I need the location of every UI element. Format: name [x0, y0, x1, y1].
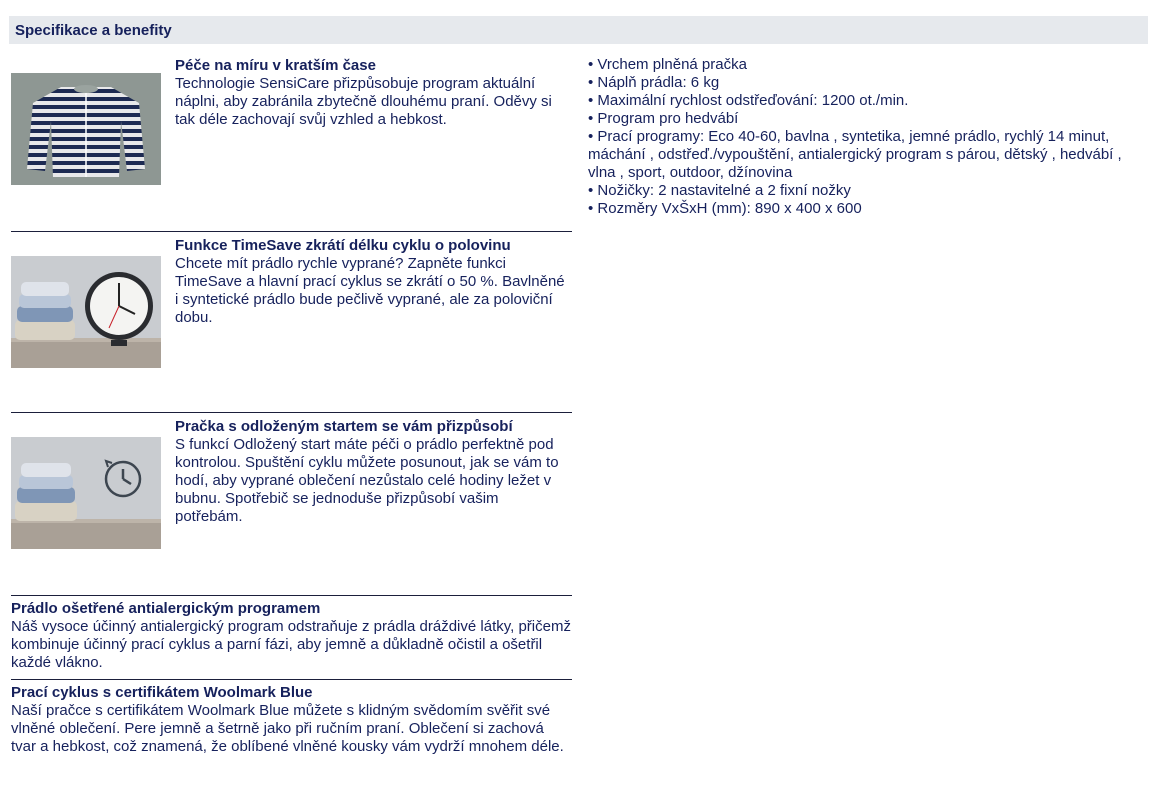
divider	[11, 595, 572, 596]
delayed-start-image	[11, 437, 161, 549]
feature-title: Prací cyklus s certifikátem Woolmark Blue	[11, 684, 313, 701]
spec-item: • Vrchem plněná pračka	[588, 56, 747, 73]
feature-body: Náš vysoce účinný antialergický program odstraňuje z prádla dráždivé látky, přičemž kombinuje účinný prací cyklus a parní fázi, aby jemně a důkladně očistil a ošetřil každé vlákno.	[11, 618, 571, 671]
laundry-clock-image	[11, 256, 161, 368]
spec-item: • Maximální rychlost odstřeďování: 1200 ot./min.	[588, 92, 909, 109]
section-title: Specifikace a benefity	[15, 22, 172, 39]
section-header	[9, 16, 1148, 44]
spec-item: • Prací programy: Eco 40-60, bavlna , syntetika, jemné prádlo, rychlý 14 minut, máchání , odstřeď./vypouštění, antialergický program s párou, dětský , hedvábí , vlna , sport, outdoor, džínovina	[588, 128, 1122, 181]
spec-item: • Nožičky: 2 nastavitelné a 2 fixní nožky	[588, 182, 851, 199]
feature-body: Technologie SensiCare přizpůsobuje program aktuální náplni, aby zabránila zbytečně dlouhému praní. Oděvy si tak déle zachovají svůj vzhled a hebkost.	[175, 75, 552, 128]
feature-delayed-start	[11, 412, 572, 582]
feature-title: Funkce TimeSave zkrátí délku cyklu o polovinu	[175, 237, 511, 254]
feature-title: Péče na míru v kratším čase	[175, 57, 376, 74]
divider	[11, 412, 572, 413]
feature-title: Pračka s odloženým startem se vám přizpůsobí	[175, 418, 513, 435]
feature-title: Prádlo ošetřené antialergickým programem	[11, 600, 321, 617]
feature-timesave	[11, 231, 572, 391]
divider	[11, 679, 572, 680]
feature-antiallergy	[11, 595, 572, 672]
divider	[11, 231, 572, 232]
feature-body: Chcete mít prádlo rychle vyprané? Zapněte funkci TimeSave a hlavní prací cyklus se zkrátí o 50 %. Bavlněné i syntetické prádlo bude pečlivě vyprané, ale za poloviční dobu.	[175, 255, 565, 326]
spec-item: • Rozměry VxŠxH (mm): 890 x 400 x 600	[588, 200, 862, 217]
spec-item: • Náplň prádla: 6 kg	[588, 74, 720, 91]
feature-woolmark	[11, 679, 572, 756]
feature-body: S funkcí Odložený start máte péči o prádlo perfektně pod kontrolou. Spuštění cyklu můžete posunout, jak se vám to hodí, aby vyprané oblečení nezůstalo celé hodiny ležet v bubnu. Spotřebič se jednoduše přizpůsobí vašim potřebám.	[175, 436, 559, 525]
specs-list	[588, 56, 1148, 218]
striped-sweater-image	[11, 73, 161, 185]
feature-sensicare	[11, 56, 572, 206]
spec-item: • Program pro hedvábí	[588, 110, 739, 127]
feature-body: Naší pračce s certifikátem Woolmark Blue můžete s klidným svědomím svěřit své vlněné oblečení. Pere jemně a šetrně jako při ručním praní. Oblečení si zachová tvar a hebkost, což znamená, že oblíbené vlněné kousky vám vydrží mnohem déle.	[11, 702, 564, 755]
